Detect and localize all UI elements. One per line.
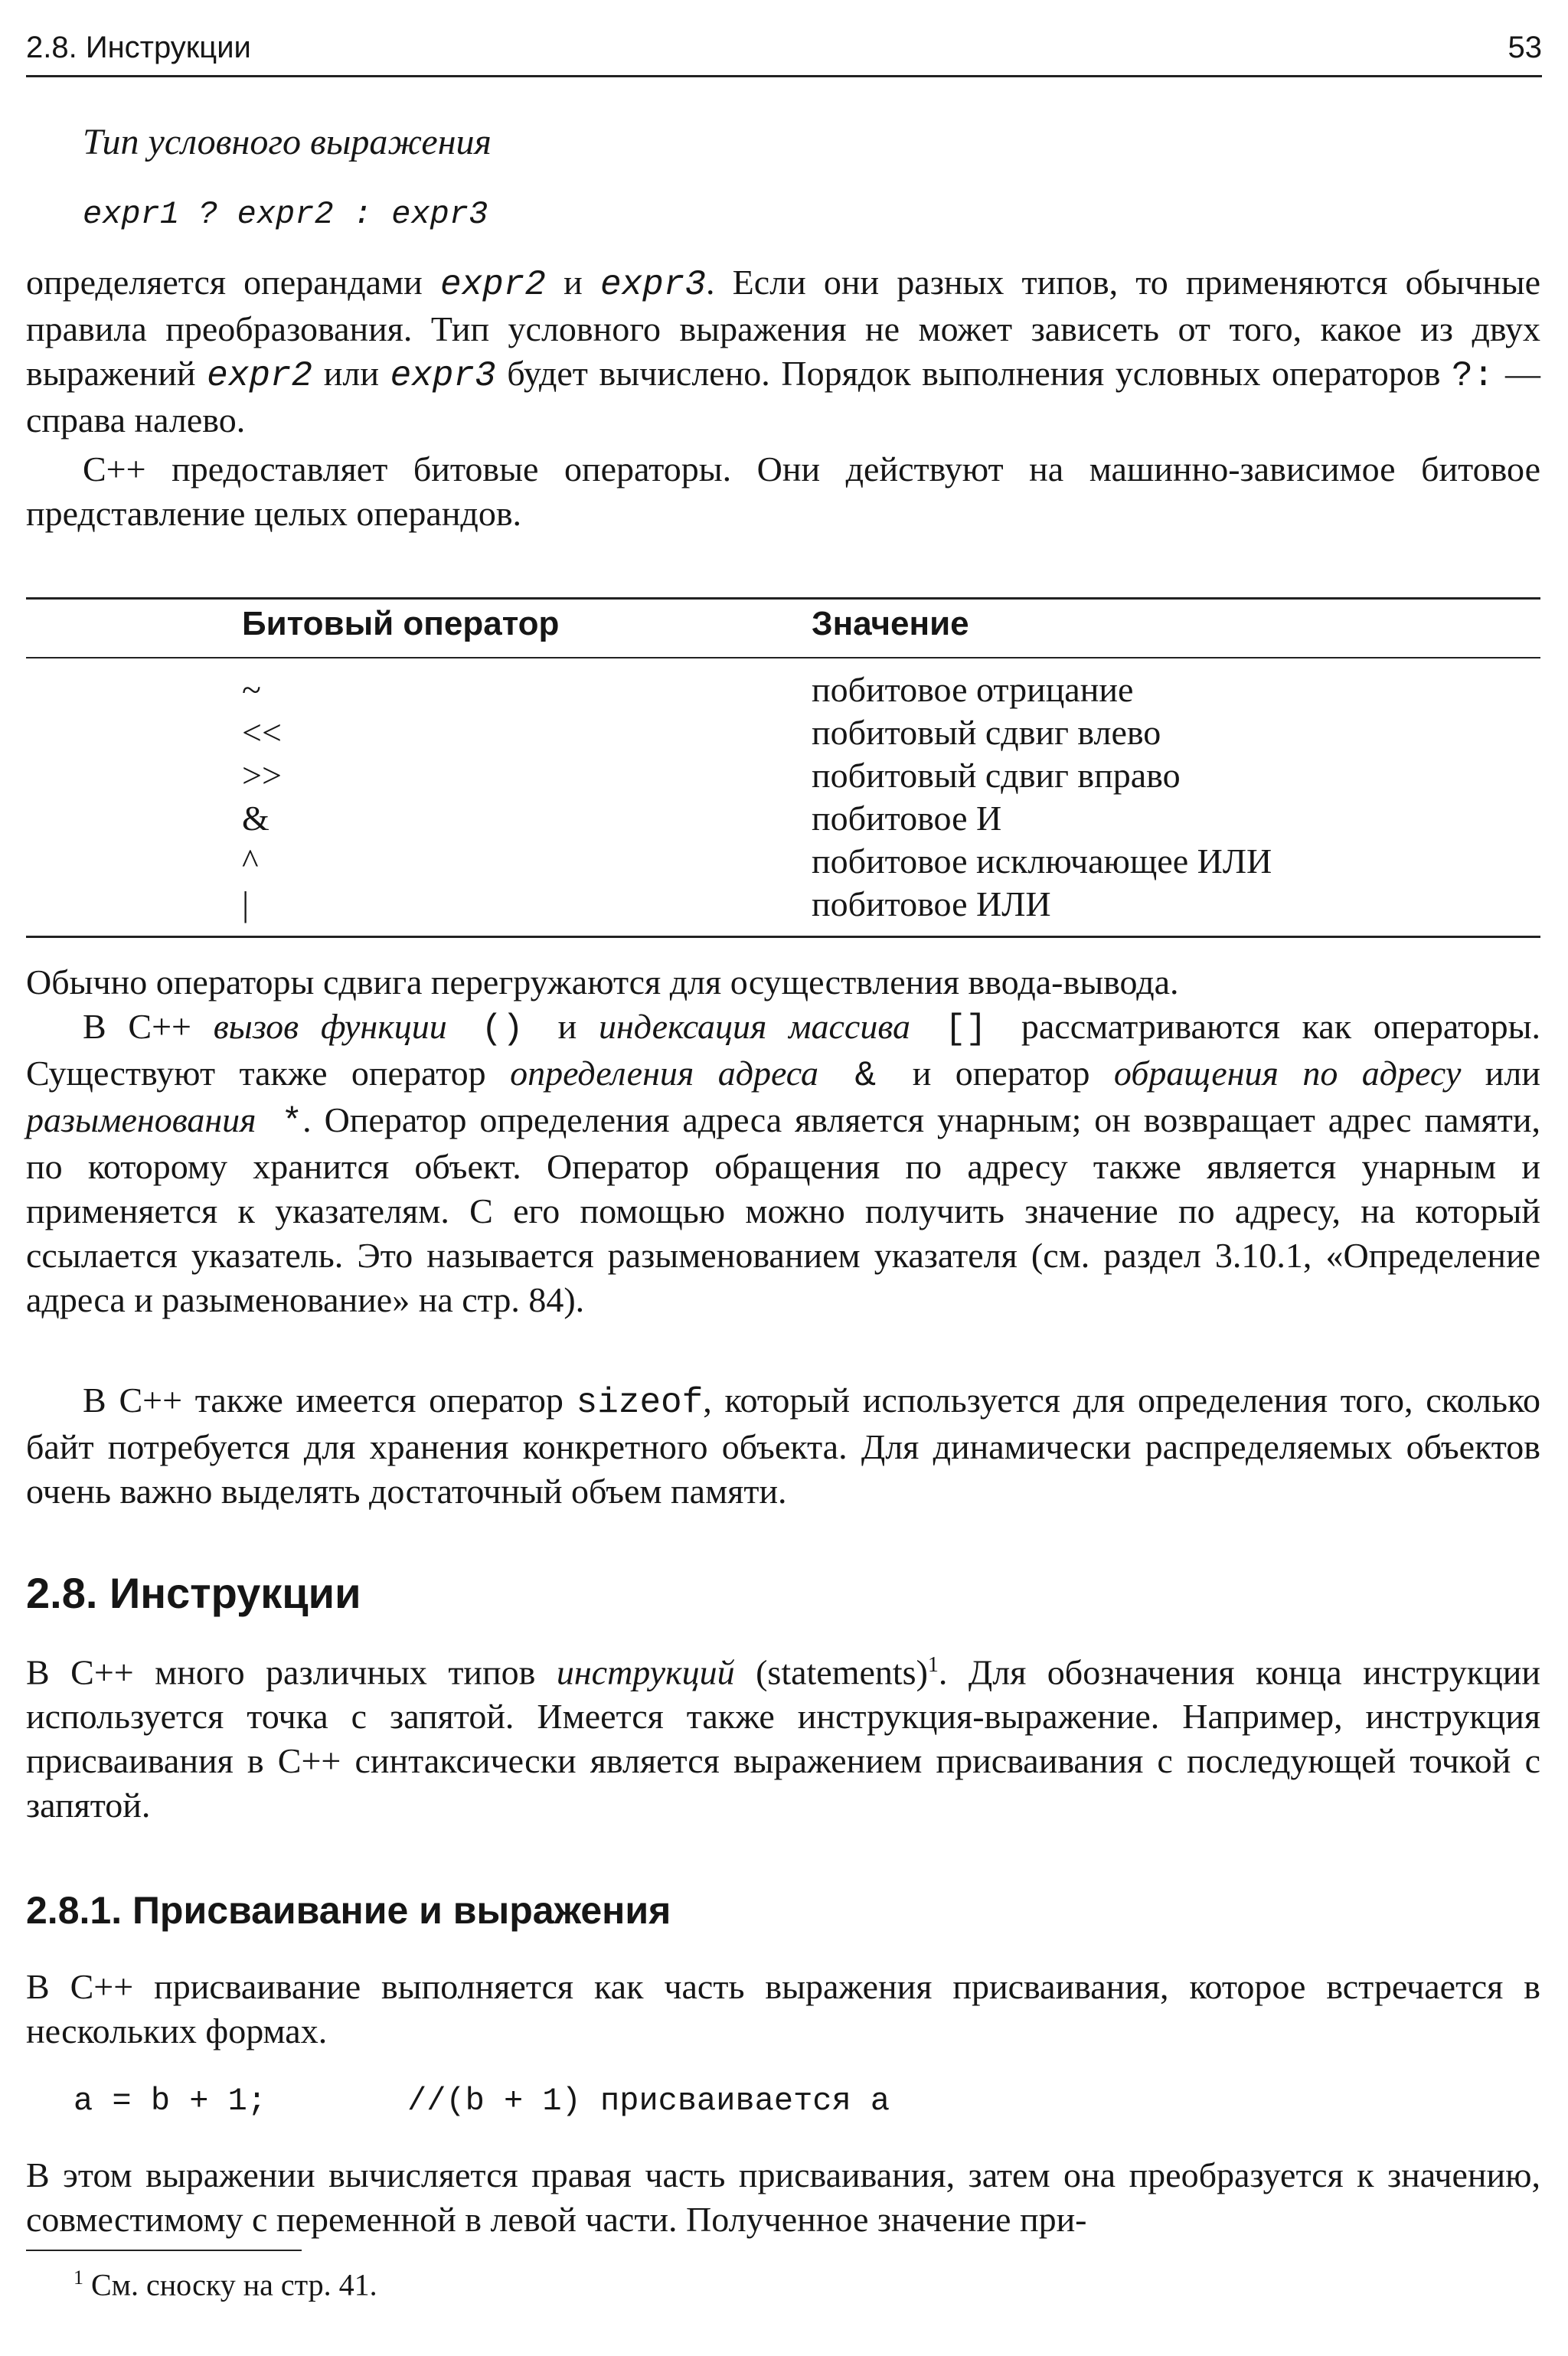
code-statement: a = b + 1;: [74, 2083, 267, 2119]
paragraph-bitwise-intro: С++ предоставляет битовые операторы. Они действуют на машинно-зависимое битовое представление целых операндов.: [26, 449, 1540, 533]
conditional-expression: expr1 ? expr2 : expr3: [83, 196, 488, 233]
meaning-cell: побитовое И: [812, 799, 1002, 838]
operator-cell: <<: [242, 713, 282, 752]
section-heading: 2.8. Инструкции: [26, 1569, 361, 1617]
meaning-cell: побитовое ИЛИ: [812, 884, 1051, 923]
footnote-text: См. сноску на стр. 41.: [83, 2267, 377, 2302]
operator-cell: &: [242, 799, 270, 838]
paragraph-address-operators: В С++ вызов функции () и индексация массива [] рассматриваются как операторы. Существуют также оператор определения адреса & и оператор обращения по адресу или разыменования *. Оператор определения адреса является унарным; он возвращает адрес памяти, по которому хранится объект. Оператор обращения по адресу также является унарным и применяется к указателям. С его помощью можно получить значение по адресу, на который ссылается указатель. Это называется разыменованием указателя (см. раздел 3.10.1, «Определение адреса и разыменование» на стр. 84).: [26, 1007, 1540, 1319]
page-number: 53: [1508, 31, 1542, 64]
paragraph-shift-overload: Обычно операторы сдвига перегружаются для осуществления ввода-вывода.: [26, 962, 1179, 1002]
paragraph-statements: В С++ много различных типов инструкций (statements)$^1$. Для обозначения конца инструкции используется точка с запятой. Имеется также инструкция-выражение. Например, инструкция присваивания в С++ синтаксически является выражением присваивания с последующей точкой с запятой.: [26, 1652, 1540, 1825]
meaning-cell: побитовый сдвиг вправо: [812, 756, 1181, 795]
operator-cell: ^: [242, 841, 259, 881]
running-header-title: 2.8. Инструкции: [26, 31, 251, 64]
type-caption: Тип условного выражения: [83, 122, 492, 162]
subsection-heading: 2.8.1. Присваивание и выражения: [26, 1889, 671, 1932]
code-comment: //(b + 1) присваивается a: [407, 2083, 890, 2119]
table-header-rule: [26, 657, 1540, 658]
footnote-mark: 1: [74, 2266, 83, 2289]
paragraph-assignment-eval: В этом выражении вычисляется правая часть присваивания, затем она преобразуется к значению, совместимому с переменной в левой части. Полученное значение при-: [26, 2155, 1540, 2239]
table-header-operator: Битовый оператор: [242, 605, 560, 642]
operator-cell: ~: [242, 670, 261, 709]
meaning-cell: побитовый сдвиг влево: [812, 713, 1161, 752]
meaning-cell: побитовое отрицание: [812, 670, 1134, 709]
operator-cell: |: [242, 884, 250, 923]
footnote-rule: [26, 2250, 302, 2251]
footnote: [74, 2266, 377, 2302]
table-header-meaning: Значение: [812, 605, 969, 642]
paragraph-conditional-type: определяется операндами expr2 и expr3. Если они разных типов, то применяются обычные правила преобразования. Тип условного выражения не может зависеть от того, какое из двух выражений expr2 или expr3 будет вычислено. Порядок выполнения условных операторов ?: — справа налево.: [26, 263, 1541, 440]
running-header: [26, 29, 1542, 77]
table-top-rule: [26, 597, 1540, 600]
meaning-cell: побитовое исключающее ИЛИ: [812, 841, 1272, 881]
footnote-reference: 1: [927, 1653, 939, 1677]
operator-cell: >>: [242, 756, 282, 795]
table-bottom-rule: [26, 936, 1540, 938]
paragraph-sizeof: В С++ также имеется оператор sizeof, который используется для определения того, сколько байт потребуется для хранения конкретного объекта. Для динамически распределяемых объектов очень важно выделять достаточный объем памяти.: [26, 1381, 1540, 1511]
paragraph-assignment-intro: В С++ присваивание выполняется как часть выражения присваивания, которое встречается в нескольких формах.: [26, 1967, 1540, 2050]
